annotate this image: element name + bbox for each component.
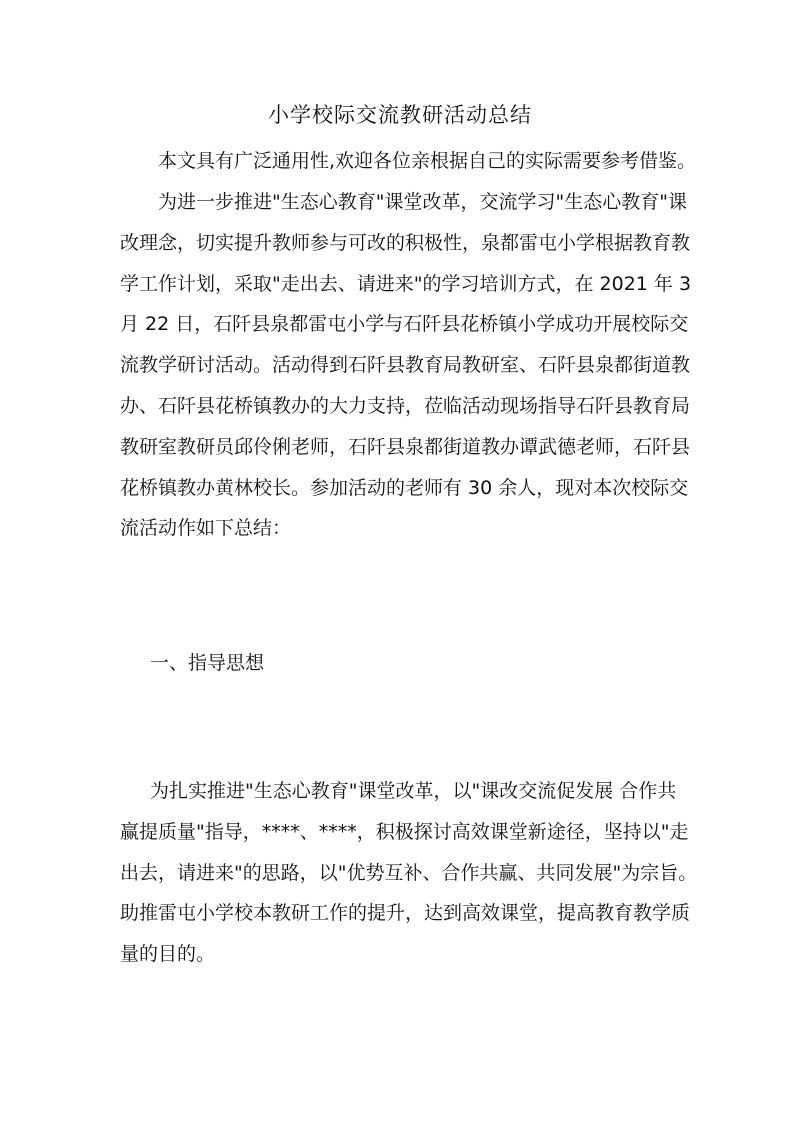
document-title: 小学校际交流教研活动总结: [268, 103, 532, 127]
paragraph-line: 教研室教研员邱伶俐老师，石阡县泉都街道教办谭武德老师，石阡县: [120, 435, 691, 458]
paragraph-line: 改理念，切实提升教师参与可改的积极性，泉都雷屯小学根据教育教: [120, 231, 691, 254]
paragraph-line: 花桥镇教办黄林校长。参加活动的老师有 30 余人，现对本次校际交: [120, 476, 689, 499]
paragraph-line: 助推雷屯小学校本教研工作的提升，达到高效课堂，提高教育教学质: [120, 902, 691, 925]
paragraph-2: [120, 771, 698, 975]
paragraph-line: 赢提质量"指导，****、****，积极探讨高效课堂新途径，坚持以"走: [120, 820, 689, 843]
paragraph-line: 办、石阡县花桥镇教办的大力支持，莅临活动现场指导石阡县教育局: [120, 394, 691, 417]
paragraph-line: 为进一步推进"生态心教育"课堂改革，交流学习"生态心教育"课: [158, 191, 687, 213]
paragraph-line: 学工作计划，采取"走出去、请进来"的学习培训方式，在 2021 年 3: [120, 272, 692, 295]
paragraph-1: [120, 182, 692, 549]
paragraph-line: 出去，请进来"的思路，以"优势互补、合作共赢、共同发展"为宗旨。: [120, 861, 698, 884]
paragraph-line: 为扎实推进"生态心教育"课堂改革，以"课改交流促发展 合作共: [150, 780, 677, 802]
intro-line: 本文具有广泛通用性,欢迎各位亲根据自己的实际需要参考借鉴。: [158, 150, 697, 172]
section-heading: 一、指导思想: [150, 652, 265, 674]
paragraph-line: 流活动作如下总结：: [120, 517, 292, 540]
paragraph-line: 月 22 日，石阡县泉都雷屯小学与石阡县花桥镇小学成功开展校际交: [120, 313, 689, 336]
intro-paragraph: [120, 141, 697, 182]
paragraph-line: 流教学研讨活动。活动得到石阡县教育局教研室、石阡县泉都街道教: [120, 354, 691, 377]
paragraph-line: 量的目的。: [120, 943, 216, 966]
